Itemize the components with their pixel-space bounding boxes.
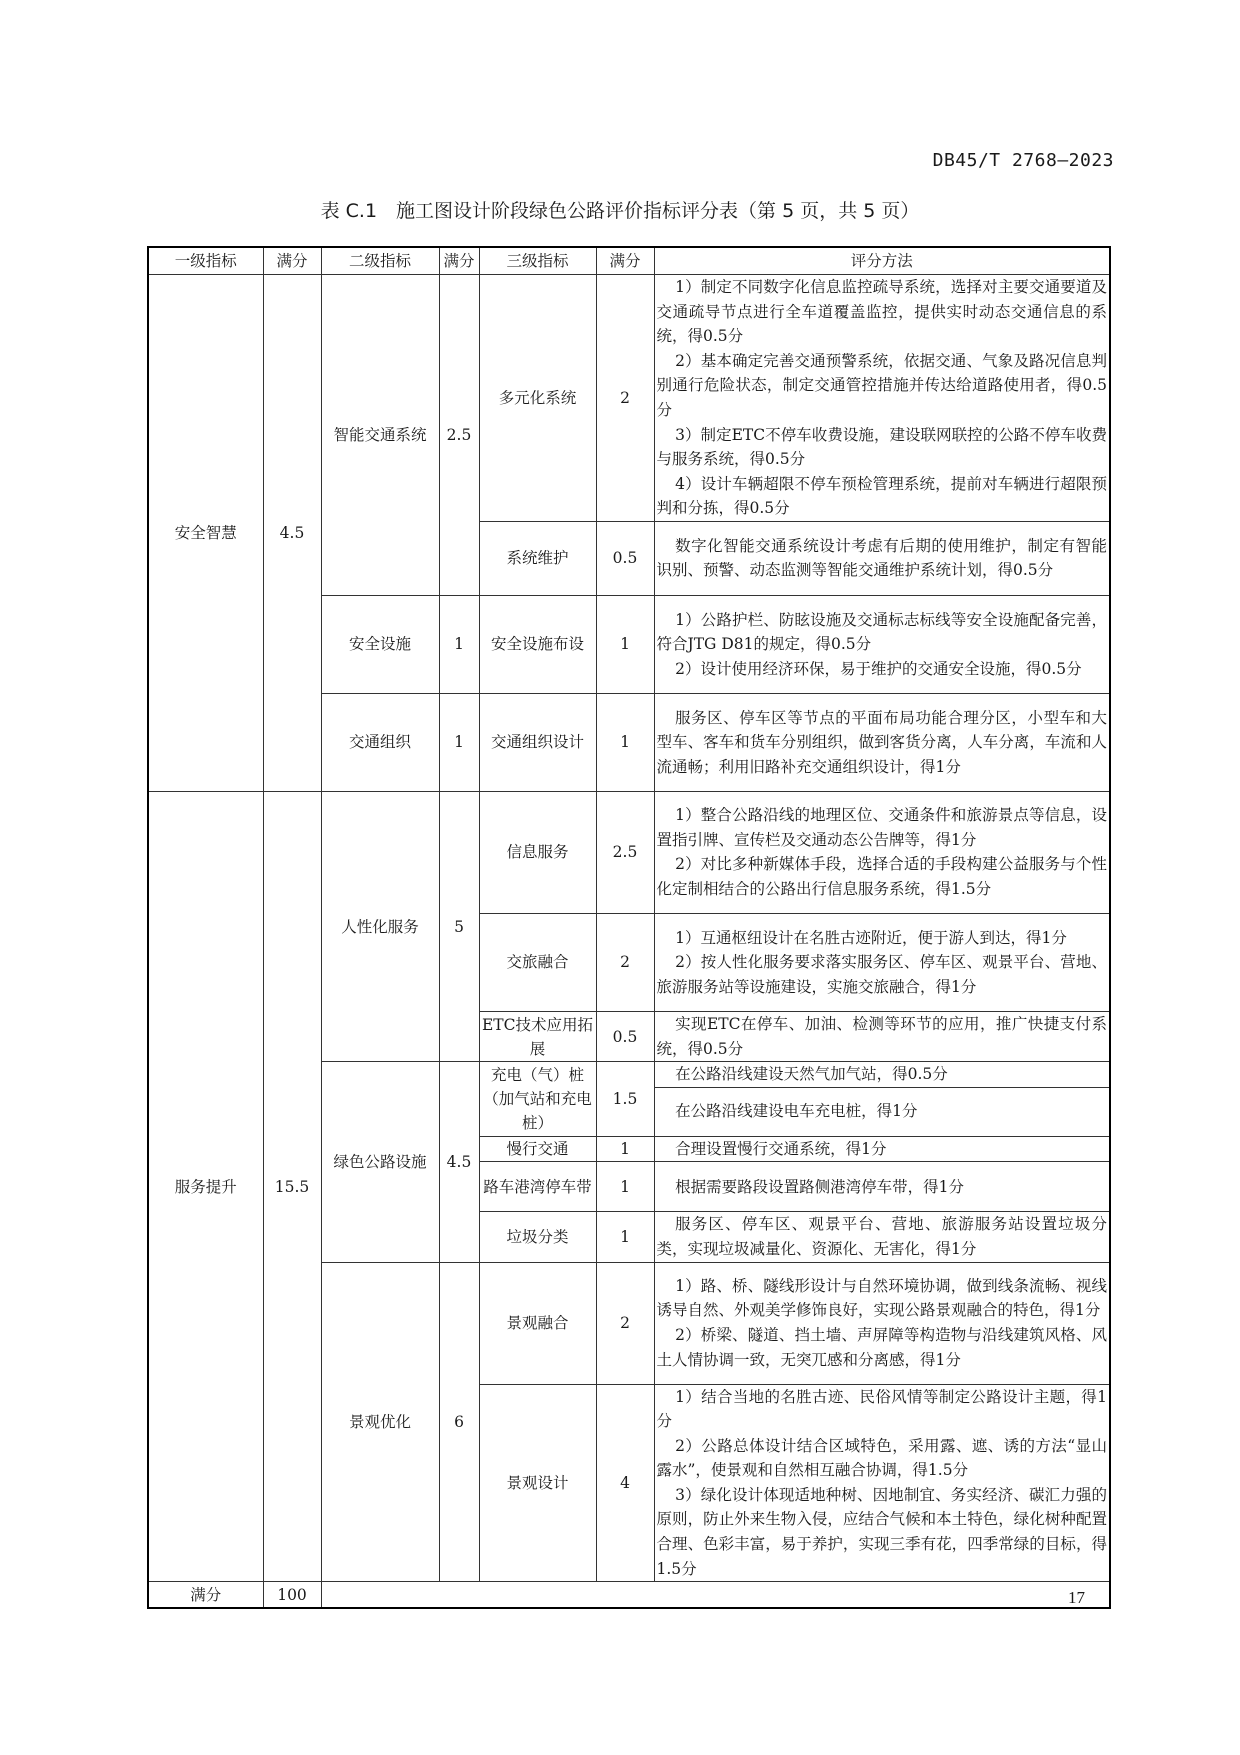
level3-cell: 交旅融合 — [479, 913, 596, 1011]
method-cell: 1）结合当地的名胜古迹、民俗风情等制定公路设计主题，得1分 2）公路总体设计结合区域特色，采用露、遮、诱的方法“显山露水”，使景观和自然相互融合协调，得1.5分 3）绿化设计体现适地种树、因地制宜、务实经济、碳汇力强的原则，防止外来生物入侵，应结合气候和本土特色，绿化树种配置合理、色彩丰富，易于养护，实现三季有花，四季常绿的目标，得1.5分 — [654, 1384, 1110, 1582]
page-number: 17 — [1068, 1588, 1085, 1607]
level2-score-cell: 6 — [439, 1262, 479, 1582]
level3-score-cell: 2 — [596, 275, 654, 522]
level2-cell: 交通组织 — [321, 693, 439, 791]
method-cell: 服务区、停车区、观景平台、营地、旅游服务站设置垃圾分类，实现垃圾减量化、资源化、无害化，得1分 — [654, 1212, 1110, 1262]
level3-score-cell: 2 — [596, 913, 654, 1011]
level3-cell: 交通组织设计 — [479, 693, 596, 791]
level3-score-cell: 1 — [596, 1136, 654, 1162]
method-cell: 服务区、停车区等节点的平面布局功能合理分区，小型车和大型车、客车和货车分别组织，做到客货分离，人车分离，车流和人流通畅；利用旧路补充交通组织设计，得1分 — [654, 693, 1110, 791]
level3-cell: 景观融合 — [479, 1262, 596, 1384]
method-cell: 在公路沿线建设天然气加气站，得0.5分 — [654, 1062, 1110, 1088]
total-label: 满分 — [148, 1582, 263, 1608]
level3-cell: 慢行交通 — [479, 1136, 596, 1162]
level1-cell: 服务提升 — [148, 791, 263, 1581]
level3-cell: 信息服务 — [479, 791, 596, 913]
method-cell: 实现ETC在停车、加油、检测等环节的应用，推广快捷支付系统，得0.5分 — [654, 1011, 1110, 1061]
level1-cell: 安全智慧 — [148, 275, 263, 792]
level3-score-cell: 0.5 — [596, 1011, 654, 1061]
level2-score-cell: 1 — [439, 595, 479, 693]
header-level1: 一级指标 — [148, 247, 263, 275]
level2-score-cell: 4.5 — [439, 1062, 479, 1262]
header-method: 评分方法 — [654, 247, 1110, 275]
level3-score-cell: 1 — [596, 1212, 654, 1262]
header-level2-score: 满分 — [439, 247, 479, 275]
header-level3: 三级指标 — [479, 247, 596, 275]
total-row — [148, 1582, 1110, 1608]
method-cell: 1）制定不同数字化信息监控疏导系统，选择对主要交通要道及交通疏导节点进行全车道覆盖监控，提供实时动态交通信息的系统，得0.5分 2）基本确定完善交通预警系统，依据交通、气象及路况信息判别通行危险状态，制定交通管控措施并传达给道路使用者，得0.5分 3）制定ETC不停车收费设施，建设联网联控的公路不停车收费与服务系统，得0.5分 4）设计车辆超限不停车预检管理系统，提前对车辆进行超限预判和分拣，得0.5分 — [654, 275, 1110, 522]
level3-cell: 充电（气）桩（加气站和充电桩） — [479, 1062, 596, 1137]
level2-cell: 安全设施 — [321, 595, 439, 693]
level3-cell: 多元化系统 — [479, 275, 596, 522]
table-row — [148, 791, 1110, 913]
method-cell: 1）整合公路沿线的地理区位、交通条件和旅游景点等信息，设置指引牌、宣传栏及交通动态公告牌等，得1分 2）对比多种新媒体手段，选择合适的手段构建公益服务与个性化定制相结合的公路出行信息服务系统，得1.5分 — [654, 791, 1110, 913]
level2-score-cell: 1 — [439, 693, 479, 791]
header-level1-score: 满分 — [263, 247, 321, 275]
level2-score-cell: 2.5 — [439, 275, 479, 596]
method-cell: 1）路、桥、隧线形设计与自然环境协调，做到线条流畅、视线诱导自然、外观美学修饰良好，实现公路景观融合的特色，得1分 2）桥梁、隧道、挡土墙、声屏障等构造物与沿线建筑风格、风土人情协调一致，无突兀感和分离感，得1分 — [654, 1262, 1110, 1384]
level2-score-cell: 5 — [439, 791, 479, 1061]
level3-score-cell: 0.5 — [596, 521, 654, 595]
evaluation-table — [147, 246, 1111, 1609]
level2-cell: 智能交通系统 — [321, 275, 439, 596]
level3-cell: 垃圾分类 — [479, 1212, 596, 1262]
method-cell: 1）公路护栏、防眩设施及交通标志标线等安全设施配备完善，符合JTG D81的规定，得0.5分 2）设计使用经济环保，易于维护的交通安全设施，得0.5分 — [654, 595, 1110, 693]
level3-cell: 系统维护 — [479, 521, 596, 595]
document-code: DB45/T 2768—2023 — [932, 150, 1114, 171]
level3-cell: ETC技术应用拓展 — [479, 1011, 596, 1061]
table-title: 表 C.1 施工图设计阶段绿色公路评价指标评分表（第 5 页，共 5 页） — [320, 200, 920, 222]
level3-score-cell: 1 — [596, 1162, 654, 1212]
method-cell: 合理设置慢行交通系统，得1分 — [654, 1136, 1110, 1162]
level2-cell: 绿色公路设施 — [321, 1062, 439, 1262]
total-value: 100 — [263, 1582, 321, 1608]
level1-score-cell: 15.5 — [263, 791, 321, 1581]
level2-cell: 人性化服务 — [321, 791, 439, 1061]
header-level3-score: 满分 — [596, 247, 654, 275]
level3-score-cell: 1 — [596, 693, 654, 791]
level3-score-cell: 1.5 — [596, 1062, 654, 1137]
level3-cell: 景观设计 — [479, 1384, 596, 1582]
level2-cell: 景观优化 — [321, 1262, 439, 1582]
level1-score-cell: 4.5 — [263, 275, 321, 792]
level3-score-cell: 2 — [596, 1262, 654, 1384]
level3-cell: 路车港湾停车带 — [479, 1162, 596, 1212]
header-level2: 二级指标 — [321, 247, 439, 275]
method-cell: 数字化智能交通系统设计考虑有后期的使用维护，制定有智能识别、预警、动态监测等智能交通维护系统计划，得0.5分 — [654, 521, 1110, 595]
level3-score-cell: 1 — [596, 595, 654, 693]
level3-cell: 安全设施布设 — [479, 595, 596, 693]
total-empty-cell — [321, 1582, 1110, 1608]
table-header-row — [148, 247, 1110, 275]
method-cell: 在公路沿线建设电车充电桩，得1分 — [654, 1087, 1110, 1136]
level3-score-cell: 4 — [596, 1384, 654, 1582]
method-cell: 根据需要路段设置路侧港湾停车带，得1分 — [654, 1162, 1110, 1212]
table-row — [148, 275, 1110, 522]
level3-score-cell: 2.5 — [596, 791, 654, 913]
method-cell: 1）互通枢纽设计在名胜古迹附近，便于游人到达，得1分 2）按人性化服务要求落实服务区、停车区、观景平台、营地、旅游服务站等设施建设，实施交旅融合，得1分 — [654, 913, 1110, 1011]
